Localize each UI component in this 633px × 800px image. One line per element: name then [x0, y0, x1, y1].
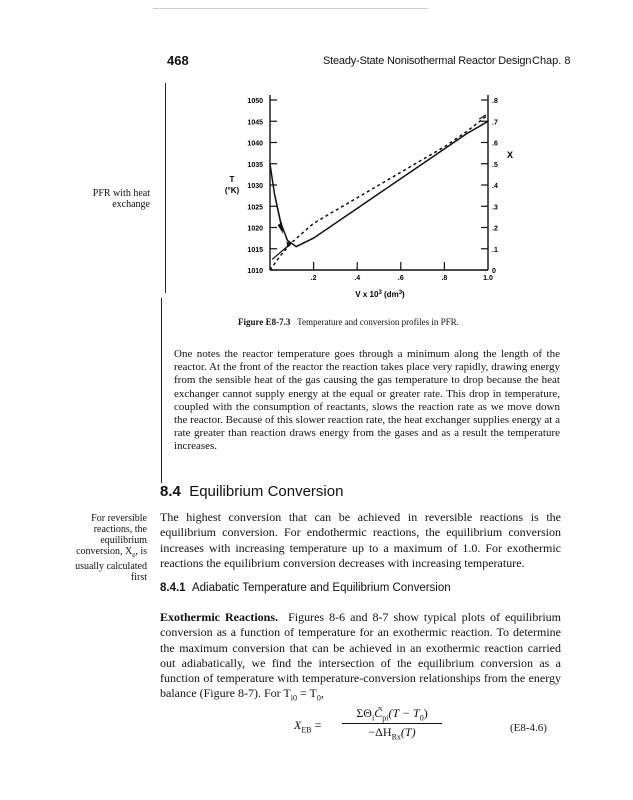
x-axis-label-part: 3: [378, 290, 382, 296]
left-tick-label: 1025: [247, 204, 263, 212]
x-axis-label-part: 3: [398, 290, 403, 296]
chapter-label: Chap. 8: [532, 55, 571, 67]
x-axis-label: [355, 290, 405, 299]
margin-note-line: conversion, $X_e$, is: [76, 546, 147, 559]
x-axis-label-part: V x 10: [355, 290, 379, 299]
right-tick-label: .1: [492, 246, 498, 254]
y-left-label-symbol: T: [229, 175, 235, 184]
conversion-arrow-shaft: [272, 245, 289, 260]
equation-number: (E8-4.6): [510, 722, 547, 734]
equation-lhs: $X_{EB}$ =: [294, 718, 322, 735]
x-tick-label: .2: [310, 275, 317, 282]
x-tick-label: 1.0: [483, 275, 493, 282]
fraction-bar: [342, 723, 442, 724]
margin-note-line: reactions, the: [93, 524, 147, 535]
left-tick-label: 1010: [247, 268, 263, 275]
right-tick-label: 0: [492, 268, 496, 275]
right-tick-label: .8: [492, 98, 498, 105]
page-number: 468: [167, 53, 189, 68]
right-tick-label: .6: [492, 140, 498, 148]
discussion-paragraph: One notes the reactor temperature goes through a minimum along the length of the reactor. At the front of the reactor the reaction takes place very rapidly, drawing energy from the sensible heat of the gas causing the gas temperature to drop because the heat exchanger cannot supply energy at the equal or greater rate. This drop in temperature, coupled with the consumption of reactants, slows the reaction rate as we move down the reactor. Because of this slower reaction rate, the heat exchanger supplies energy at a rate greater than reaction draws energy from the gases and as a result the temperature increases.: [174, 348, 560, 453]
y-left-label-units: (°K): [224, 186, 240, 195]
top-rule: [153, 8, 428, 9]
left-tick-label: 1015: [247, 246, 263, 254]
right-tick-label: .5: [492, 161, 498, 169]
left-tick-label: 1030: [247, 183, 263, 190]
left-tick-label: 1040: [247, 140, 263, 148]
right-tick-label: .4: [492, 183, 498, 190]
running-title: Steady-State Nonisothermal Reactor Design: [323, 55, 532, 67]
margin-note-line: equilibrium: [100, 535, 147, 546]
left-tick-label: 1035: [247, 161, 263, 169]
margin-note-line: For reversible: [91, 513, 147, 524]
right-tick-label: .7: [492, 119, 498, 127]
left-tick-label: 1045: [247, 119, 263, 127]
margin-note-line: first: [130, 572, 147, 583]
exothermic-paragraph: Exothermic Reactions. Figures 8-6 and 8-7 show typical plots of equilibrium conversion as a function of temperature for an exothermic reaction. To determine the maximum conversion that can be achieved in an exothermic reaction carried out adiabatically, we find the intersection of the equilibrium conversion as a function of temperature with temperature-conversion relationships from the energy balance (Figure 8-7). For $T_{i0} = T_0$,: [160, 610, 562, 703]
figure-caption-label: Figure E8-7.3: [238, 317, 291, 327]
subsection-heading: 8.4.1 Adiabatic Temperature and Equilibrium Conversion: [160, 582, 451, 594]
x-axis-label-part: (dm: [384, 290, 399, 299]
margin-rule-text: [161, 298, 162, 483]
right-tick-label: .3: [492, 204, 498, 212]
figure-caption: [238, 317, 459, 327]
section-paragraph: The highest conversion that can be achieved in reversible reactions is the equilibrium conversion. For endothermic reactions, the equilibrium conversion increases with increasing temperature up to a maximum of 1.0. For exothermic reactions the equilibrium conversion decreases with increasing temperature.: [160, 510, 561, 570]
x-tick-label: .6: [397, 275, 404, 282]
margin-rule-figure: [165, 83, 166, 293]
x-tick-label: .4: [354, 275, 361, 282]
left-tick-label: 1050: [247, 98, 263, 105]
equation-numerator: $\Sigma\Theta_iC̃_{pi}(T - T_0)$: [356, 706, 428, 723]
x-tick-label: .8: [441, 275, 448, 282]
temperature-conversion-chart: [190, 85, 530, 315]
section-heading: 8.4 Equilibrium Conversion: [160, 483, 344, 500]
margin-note-equilibrium: [40, 513, 147, 583]
margin-note-line: exchange: [112, 199, 150, 210]
exothermic-heading: Exothermic Reactions.: [160, 610, 279, 624]
margin-note-line: PFR with heat: [92, 188, 150, 199]
series-line-x: [270, 115, 488, 270]
right-tick-label: .2: [492, 225, 498, 233]
equation-e8-4-6: [294, 706, 504, 746]
y-right-label: X: [506, 150, 514, 160]
equation-denominator: $-\Delta H_{Rx}(T)$: [368, 725, 416, 742]
left-tick-label: 1020: [247, 225, 263, 233]
margin-note-pfr: [60, 188, 150, 210]
figure-caption-text: Temperature and conversion profiles in PFR.: [297, 317, 459, 327]
temperature-arrow-head: [278, 222, 283, 233]
margin-note-line: usually calculated: [75, 561, 147, 572]
x-axis-label-part: ): [402, 290, 405, 299]
